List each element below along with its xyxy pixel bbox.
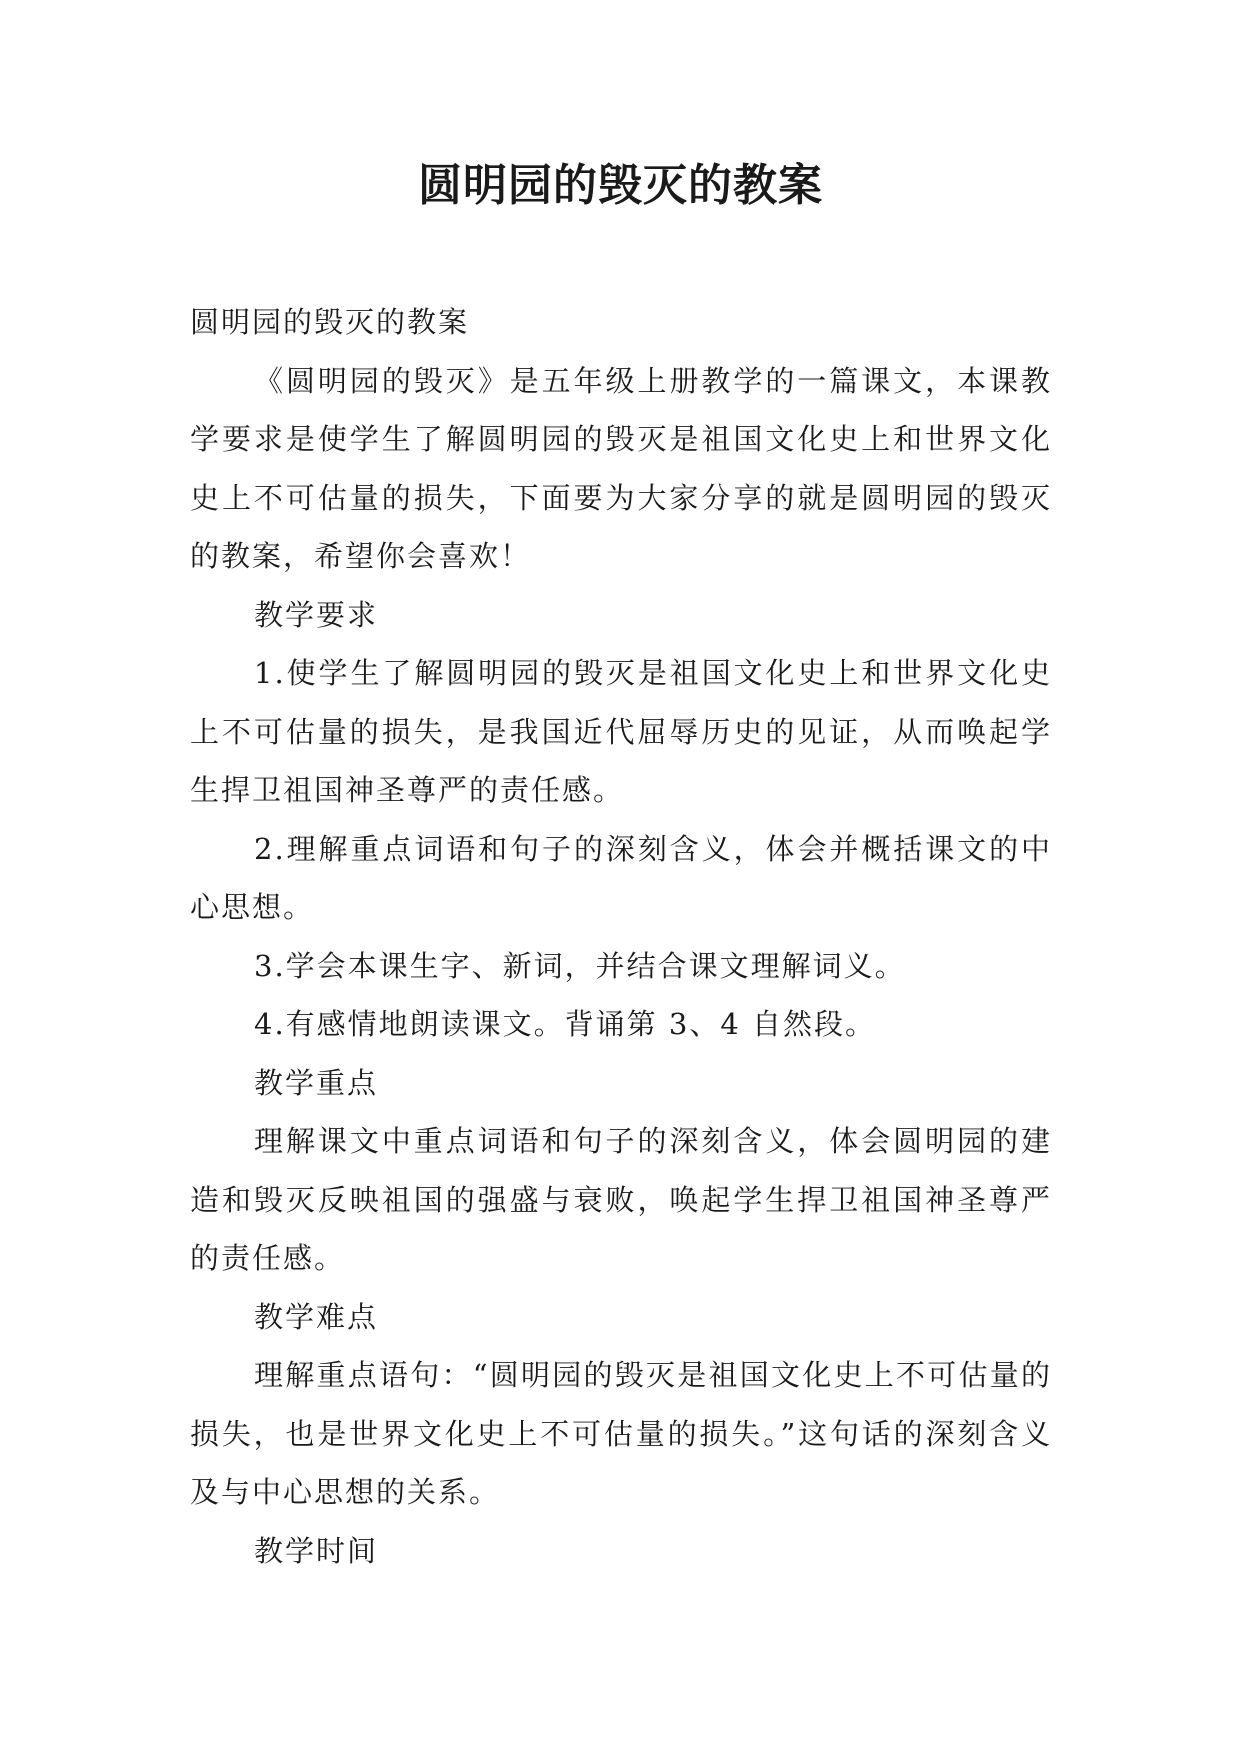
difficulties-paragraph: 理解重点语句：“圆明园的毁灭是祖国文化史上不可估量的损失，也是世界文化史上不可估量的损失。”这句话的深刻含义及与中心思想的关系。 — [190, 1358, 1052, 1509]
section-heading-requirements: 教学要求 — [254, 597, 379, 632]
requirement-item-3: 3.学会本课生字、新词，并结合课文理解词义。 — [254, 948, 906, 983]
key-points-paragraph: 理解课文中重点词语和句子的深刻含义，体会圆明园的建造和毁灭反映祖国的强盛与衰败，唤起学生捍卫祖国神圣尊严的责任感。 — [190, 1124, 1052, 1275]
section-heading-time: 教学时间 — [254, 1533, 379, 1568]
document-body — [190, 293, 1052, 1580]
subtitle-paragraph: 圆明园的毁灭的教案 — [190, 305, 470, 339]
document-title: 圆明园的毁灭的教案 — [418, 160, 823, 211]
requirement-item-2: 2.理解重点词语和句子的深刻含义，体会并概括课文的中心思想。 — [190, 831, 1052, 924]
requirement-item-1: 1.使学生了解圆明园的毁灭是祖国文化史上和世界文化史上不可估量的损失，是我国近代屈辱历史的见证，从而唤起学生捍卫祖国神圣尊严的责任感。 — [190, 656, 1052, 807]
requirement-item-4: 4.有感情地朗读课文。背诵第 3、4 自然段。 — [254, 1007, 877, 1041]
intro-paragraph: 《圆明园的毁灭》是五年级上册教学的一篇课文，本课教学要求是使学生了解圆明园的毁灭是祖国文化史上和世界文化史上不可估量的损失，下面要为大家分享的就是圆明园的毁灭的教案，希望你会喜欢！ — [190, 363, 1052, 573]
section-heading-key-points: 教学重点 — [254, 1065, 379, 1100]
section-heading-difficulties: 教学难点 — [254, 1299, 379, 1334]
